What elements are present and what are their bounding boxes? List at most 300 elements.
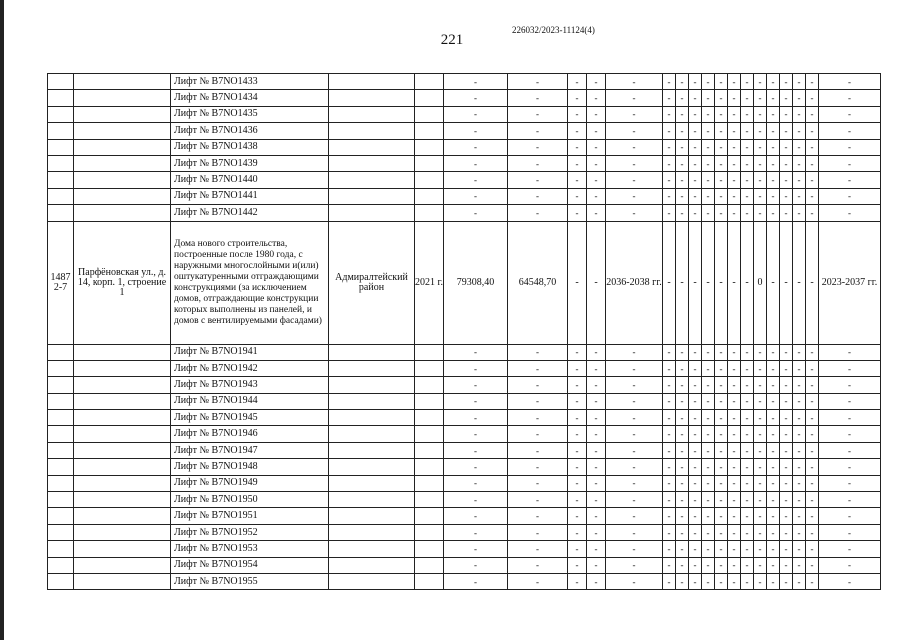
dash-cell: - (587, 508, 606, 524)
dash-cell: - (741, 90, 754, 106)
empty-cell (48, 123, 74, 139)
dash-cell: - (780, 106, 793, 122)
lift-row (48, 155, 881, 171)
dash-cell: - (754, 172, 767, 188)
dash-cell: - (754, 205, 767, 221)
empty-cell (329, 410, 415, 426)
lift-row (48, 377, 881, 393)
dash-cell: - (444, 442, 508, 458)
dash-cell: - (587, 106, 606, 122)
dash-cell: - (508, 393, 568, 409)
dash-cell: - (780, 573, 793, 589)
dash-cell: - (663, 541, 676, 557)
dash-cell: - (702, 90, 715, 106)
dash-cell: - (806, 221, 819, 344)
dash-cell: - (568, 377, 587, 393)
dash-cell: - (767, 74, 780, 90)
dash-cell: - (587, 377, 606, 393)
dash-cell: - (606, 393, 663, 409)
empty-cell (74, 459, 171, 475)
dash-cell: - (606, 139, 663, 155)
dash-cell: - (568, 459, 587, 475)
row-number: 1487 2-7 (48, 221, 74, 344)
empty-cell (48, 393, 74, 409)
dash-cell: - (702, 541, 715, 557)
lift-row (48, 508, 881, 524)
dash-cell: - (606, 344, 663, 360)
lift-label: Лифт № В7NO1955 (171, 573, 329, 589)
empty-cell (415, 123, 444, 139)
dash-cell: - (754, 475, 767, 491)
empty-cell (48, 426, 74, 442)
dash-cell: - (715, 459, 728, 475)
empty-cell (74, 573, 171, 589)
empty-cell (415, 524, 444, 540)
address-cell: Парфёновская ул., д. 14, корп. 1, строение 1 (74, 221, 171, 344)
empty-cell (74, 557, 171, 573)
dash-cell: - (741, 172, 754, 188)
empty-cell (48, 188, 74, 204)
dash-cell: - (767, 442, 780, 458)
dash-cell: - (806, 139, 819, 155)
dash-cell: - (715, 139, 728, 155)
empty-cell (48, 377, 74, 393)
dash-cell: - (780, 377, 793, 393)
dash-cell: - (819, 344, 881, 360)
dash-cell: - (689, 74, 702, 90)
empty-cell (48, 541, 74, 557)
dash-cell: - (663, 557, 676, 573)
empty-cell (74, 172, 171, 188)
empty-cell (329, 155, 415, 171)
lift-row (48, 139, 881, 155)
dash-cell: - (676, 188, 689, 204)
dash-cell: - (767, 106, 780, 122)
empty-cell (329, 426, 415, 442)
dash-cell: - (715, 221, 728, 344)
dash-cell: - (702, 524, 715, 540)
empty-cell (48, 344, 74, 360)
dash-cell: - (741, 524, 754, 540)
empty-cell (415, 188, 444, 204)
dash-cell: - (444, 573, 508, 589)
dash-cell: - (728, 459, 741, 475)
dash-cell: - (702, 360, 715, 376)
dash-cell: - (444, 188, 508, 204)
empty-cell (74, 393, 171, 409)
empty-cell (48, 573, 74, 589)
empty-cell (415, 155, 444, 171)
dash-cell: - (702, 459, 715, 475)
dash-cell: - (606, 360, 663, 376)
dash-cell: - (728, 74, 741, 90)
dash-cell: - (754, 139, 767, 155)
dash-cell: - (606, 410, 663, 426)
empty-cell (415, 106, 444, 122)
dash-cell: - (676, 377, 689, 393)
dash-cell: - (568, 508, 587, 524)
lift-label: Лифт № В7NO1952 (171, 524, 329, 540)
dash-cell: - (676, 344, 689, 360)
dash-cell: - (767, 459, 780, 475)
dash-cell: - (806, 410, 819, 426)
dash-cell: - (444, 205, 508, 221)
empty-cell (48, 172, 74, 188)
dash-cell: - (606, 442, 663, 458)
empty-cell (415, 139, 444, 155)
empty-cell (329, 188, 415, 204)
lift-label: Лифт № В7NO1947 (171, 442, 329, 458)
dash-cell: - (444, 377, 508, 393)
lift-label: Лифт № В7NO1942 (171, 360, 329, 376)
dash-cell: - (754, 377, 767, 393)
empty-cell (74, 155, 171, 171)
dash-cell: - (444, 393, 508, 409)
dash-cell: - (806, 90, 819, 106)
lift-row (48, 123, 881, 139)
dash-cell: - (715, 188, 728, 204)
dash-cell: - (741, 123, 754, 139)
dash-cell: - (568, 393, 587, 409)
dash-cell: - (508, 205, 568, 221)
dash-cell: - (689, 123, 702, 139)
empty-cell (74, 344, 171, 360)
dash-cell: - (754, 524, 767, 540)
empty-cell (329, 90, 415, 106)
dash-cell: - (793, 541, 806, 557)
lift-row (48, 492, 881, 508)
dash-cell: - (702, 221, 715, 344)
dash-cell: - (780, 205, 793, 221)
empty-cell (415, 410, 444, 426)
dash-cell: - (568, 155, 587, 171)
dash-cell: - (587, 541, 606, 557)
dash-cell: - (606, 205, 663, 221)
dash-cell: - (676, 90, 689, 106)
description-cell: Дома нового строительства, построенные после 1980 года, с наружными многослойными и(или) оштукатуренными отграждающими конструкциями (за исключением домов, отграждающие конструкции которых выполнены из панелей, и домов с вентилируемыми фасадами) (171, 221, 329, 344)
empty-cell (415, 442, 444, 458)
dash-cell: - (663, 459, 676, 475)
dash-cell: - (806, 426, 819, 442)
dash-cell: - (806, 508, 819, 524)
dash-cell: - (819, 524, 881, 540)
dash-cell: - (508, 475, 568, 491)
dash-cell: - (663, 106, 676, 122)
dash-cell: - (728, 123, 741, 139)
empty-cell (74, 442, 171, 458)
dash-cell: - (793, 172, 806, 188)
dash-cell: - (819, 541, 881, 557)
dash-cell: - (728, 188, 741, 204)
dash-cell: - (702, 139, 715, 155)
dash-cell: - (819, 74, 881, 90)
empty-cell (415, 557, 444, 573)
dash-cell: - (728, 426, 741, 442)
dash-cell: - (689, 508, 702, 524)
lift-label: Лифт № В7NO1951 (171, 508, 329, 524)
dash-cell: - (780, 426, 793, 442)
dash-cell: - (754, 106, 767, 122)
dash-cell: - (780, 221, 793, 344)
dash-cell: - (793, 123, 806, 139)
dash-cell: - (793, 344, 806, 360)
dash-cell: - (806, 475, 819, 491)
dash-cell: - (767, 475, 780, 491)
dash-cell: - (728, 541, 741, 557)
dash-cell: - (676, 442, 689, 458)
dash-cell: - (587, 221, 606, 344)
dash-cell: - (568, 139, 587, 155)
empty-cell (329, 475, 415, 491)
dash-cell: - (806, 74, 819, 90)
empty-cell (48, 410, 74, 426)
value1-cell: 79308,40 (444, 221, 508, 344)
empty-cell (74, 106, 171, 122)
dash-cell: - (568, 541, 587, 557)
lift-label: Лифт № В7NO1941 (171, 344, 329, 360)
dash-cell: - (793, 492, 806, 508)
dash-cell: - (754, 90, 767, 106)
dash-cell: - (663, 573, 676, 589)
zero-cell: 0 (754, 221, 767, 344)
dash-cell: - (819, 393, 881, 409)
dash-cell: - (663, 205, 676, 221)
dash-cell: - (806, 557, 819, 573)
dash-cell: - (715, 172, 728, 188)
dash-cell: - (780, 410, 793, 426)
dash-cell: - (689, 360, 702, 376)
dash-cell: - (676, 492, 689, 508)
dash-cell: - (508, 557, 568, 573)
dash-cell: - (663, 475, 676, 491)
dash-cell: - (568, 205, 587, 221)
dash-cell: - (728, 557, 741, 573)
dash-cell: - (702, 475, 715, 491)
lift-label: Лифт № В7NO1442 (171, 205, 329, 221)
dash-cell: - (754, 573, 767, 589)
dash-cell: - (606, 123, 663, 139)
dash-cell: - (780, 508, 793, 524)
dash-cell: - (793, 221, 806, 344)
dash-cell: - (754, 360, 767, 376)
dash-cell: - (793, 573, 806, 589)
dash-cell: - (568, 188, 587, 204)
dash-cell: - (689, 410, 702, 426)
dash-cell: - (819, 475, 881, 491)
dash-cell: - (793, 106, 806, 122)
dash-cell: - (702, 74, 715, 90)
dash-cell: - (715, 155, 728, 171)
dash-cell: - (715, 475, 728, 491)
dash-cell: - (819, 106, 881, 122)
dash-cell: - (444, 344, 508, 360)
empty-cell (74, 475, 171, 491)
dash-cell: - (767, 377, 780, 393)
rows-after (48, 344, 881, 590)
dash-cell: - (702, 155, 715, 171)
dash-cell: - (767, 344, 780, 360)
dash-cell: - (689, 188, 702, 204)
dash-cell: - (568, 475, 587, 491)
dash-cell: - (767, 508, 780, 524)
dash-cell: - (741, 360, 754, 376)
dash-cell: - (754, 123, 767, 139)
lift-label: Лифт № В7NO1949 (171, 475, 329, 491)
empty-cell (329, 541, 415, 557)
lift-row (48, 442, 881, 458)
empty-cell (415, 172, 444, 188)
dash-cell: - (819, 360, 881, 376)
dash-cell: - (568, 573, 587, 589)
empty-cell (74, 123, 171, 139)
dash-cell: - (568, 344, 587, 360)
dash-cell: - (689, 442, 702, 458)
dash-cell: - (741, 426, 754, 442)
dash-cell: - (767, 492, 780, 508)
empty-cell (48, 508, 74, 524)
dash-cell: - (819, 508, 881, 524)
dash-cell: - (689, 524, 702, 540)
dash-cell: - (806, 106, 819, 122)
dash-cell: - (728, 155, 741, 171)
dash-cell: - (676, 74, 689, 90)
dash-cell: - (587, 74, 606, 90)
lift-row (48, 205, 881, 221)
dash-cell: - (663, 221, 676, 344)
empty-cell (329, 377, 415, 393)
dash-cell: - (806, 459, 819, 475)
dash-cell: - (702, 573, 715, 589)
dash-cell: - (587, 90, 606, 106)
dash-cell: - (728, 492, 741, 508)
dash-cell: - (767, 426, 780, 442)
dash-cell: - (444, 492, 508, 508)
dash-cell: - (702, 188, 715, 204)
dash-cell: - (444, 139, 508, 155)
dash-cell: - (806, 541, 819, 557)
dash-cell: - (819, 410, 881, 426)
dash-cell: - (767, 188, 780, 204)
year-cell: 2021 г. (415, 221, 444, 344)
dash-cell: - (702, 393, 715, 409)
dash-cell: - (780, 188, 793, 204)
dash-cell: - (663, 139, 676, 155)
dash-cell: - (444, 90, 508, 106)
lift-row (48, 106, 881, 122)
main-row-group (48, 221, 881, 344)
lift-label: Лифт № В7NO1439 (171, 155, 329, 171)
dash-cell: - (715, 74, 728, 90)
dash-cell: - (793, 557, 806, 573)
empty-cell (415, 459, 444, 475)
dash-cell: - (741, 139, 754, 155)
dash-cell: - (741, 459, 754, 475)
dash-cell: - (587, 426, 606, 442)
dash-cell: - (568, 426, 587, 442)
dash-cell: - (819, 426, 881, 442)
dash-cell: - (767, 360, 780, 376)
dash-cell: - (702, 410, 715, 426)
dash-cell: - (444, 123, 508, 139)
dash-cell: - (663, 172, 676, 188)
dash-cell: - (676, 573, 689, 589)
dash-cell: - (715, 360, 728, 376)
dash-cell: - (702, 344, 715, 360)
dash-cell: - (508, 123, 568, 139)
dash-cell: - (780, 360, 793, 376)
dash-cell: - (793, 74, 806, 90)
dash-cell: - (702, 557, 715, 573)
dash-cell: - (568, 106, 587, 122)
dash-cell: - (606, 188, 663, 204)
lift-label: Лифт № В7NO1954 (171, 557, 329, 573)
dash-cell: - (702, 442, 715, 458)
dash-cell: - (793, 360, 806, 376)
dash-cell: - (587, 573, 606, 589)
dash-cell: - (741, 557, 754, 573)
empty-cell (48, 90, 74, 106)
dash-cell: - (663, 377, 676, 393)
lift-row (48, 344, 881, 360)
empty-cell (329, 557, 415, 573)
dash-cell: - (767, 139, 780, 155)
empty-cell (74, 492, 171, 508)
dash-cell: - (806, 377, 819, 393)
dash-cell: - (754, 426, 767, 442)
lift-label: Лифт № В7NO1953 (171, 541, 329, 557)
lift-label: Лифт № В7NO1440 (171, 172, 329, 188)
dash-cell: - (806, 172, 819, 188)
empty-cell (74, 508, 171, 524)
dash-cell: - (606, 475, 663, 491)
dash-cell: - (728, 475, 741, 491)
empty-cell (415, 377, 444, 393)
dash-cell: - (780, 557, 793, 573)
empty-cell (329, 573, 415, 589)
dash-cell: - (676, 524, 689, 540)
dash-cell: - (606, 573, 663, 589)
dash-cell: - (663, 410, 676, 426)
dash-cell: - (663, 155, 676, 171)
dash-cell: - (780, 524, 793, 540)
dash-cell: - (741, 155, 754, 171)
dash-cell: - (587, 344, 606, 360)
dash-cell: - (676, 541, 689, 557)
dash-cell: - (741, 377, 754, 393)
dash-cell: - (728, 410, 741, 426)
lift-label: Лифт № В7NO1433 (171, 74, 329, 90)
dash-cell: - (444, 557, 508, 573)
empty-cell (48, 74, 74, 90)
empty-cell (329, 492, 415, 508)
dash-cell: - (767, 221, 780, 344)
dash-cell: - (819, 139, 881, 155)
empty-cell (329, 139, 415, 155)
dash-cell: - (754, 155, 767, 171)
lift-label: Лифт № В7NO1438 (171, 139, 329, 155)
dash-cell: - (689, 377, 702, 393)
elevator-table (47, 73, 881, 590)
dash-cell: - (444, 459, 508, 475)
lift-row (48, 360, 881, 376)
dash-cell: - (819, 573, 881, 589)
lift-label: Лифт № В7NO1943 (171, 377, 329, 393)
dash-cell: - (702, 172, 715, 188)
dash-cell: - (689, 106, 702, 122)
dash-cell: - (754, 442, 767, 458)
empty-cell (48, 557, 74, 573)
dash-cell: - (587, 492, 606, 508)
